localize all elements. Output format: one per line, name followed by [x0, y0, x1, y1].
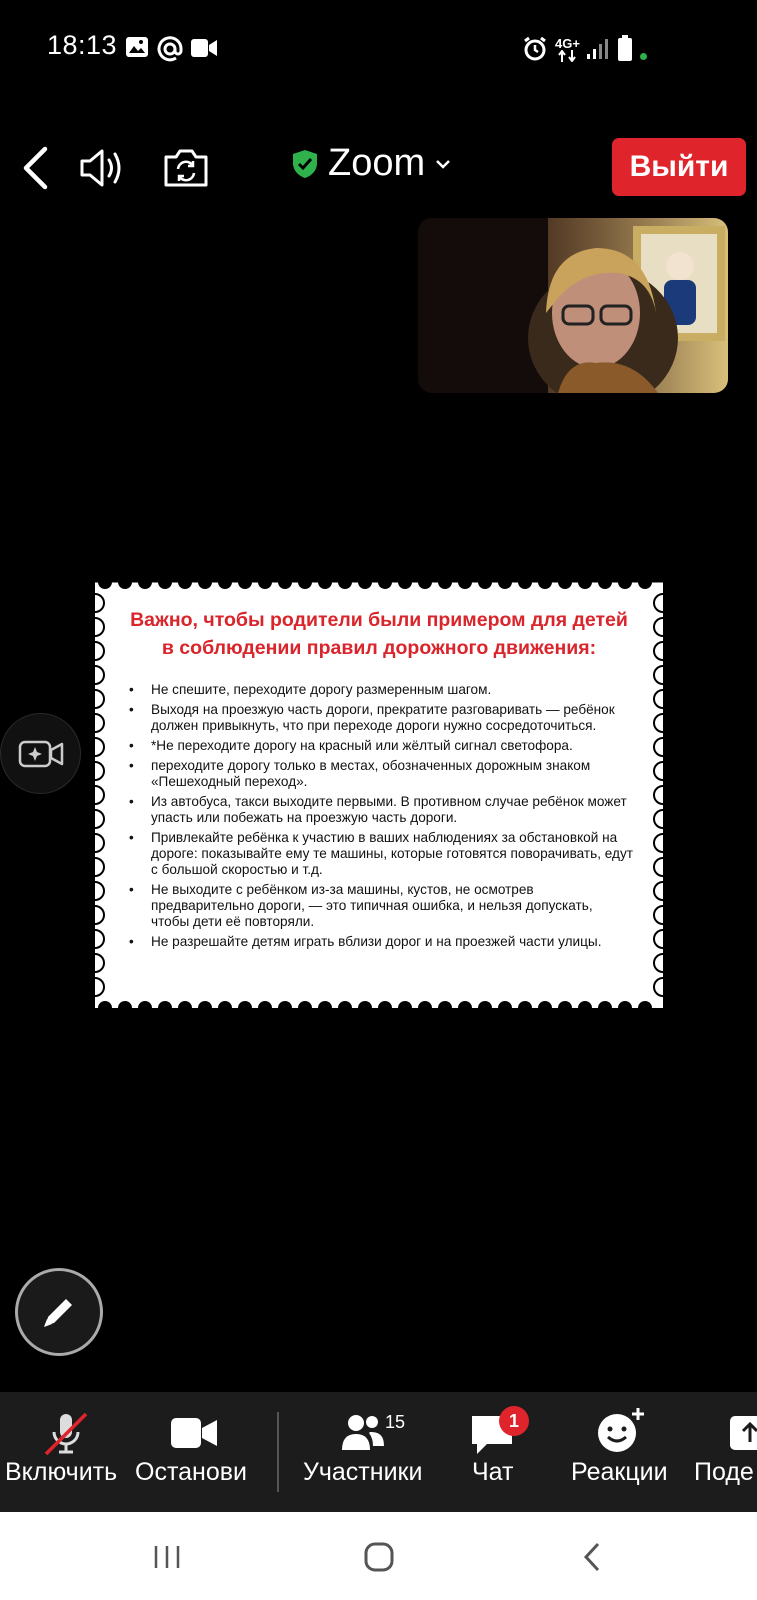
toolbar-divider [277, 1412, 279, 1492]
unmute-button[interactable] [0, 1392, 135, 1512]
alarm-icon [522, 36, 548, 62]
slide-rule-item: • Не разрешайте детям играть вблизи дорог и на проезжей части улицы. [127, 934, 633, 950]
slide-rule-item: • Выходя на проезжую часть дороги, прекратите разговаривать — ребёнок должен привыкнуть, что при переходе дороги нужно сосредоточиться. [127, 702, 633, 734]
slide-rule-item: • переходите дорогу только в местах, обозначенных дорожным знаком «Пешеходный переход». [127, 758, 633, 790]
chevron-left-icon [21, 146, 49, 190]
back-button[interactable] [10, 140, 60, 196]
status-bar [0, 0, 757, 95]
slide-title: Важно, чтобы родители были примером для детей в соблюдении правил дорожного движения: [130, 609, 628, 659]
share-label: Поде [694, 1458, 754, 1486]
chat-unread-badge: 1 [499, 1406, 529, 1436]
data-arrows-icon [557, 50, 579, 62]
participants-label: Участники [303, 1458, 423, 1486]
slide-rule-item: • Не выходите с ребёнком из-за машины, кустов, не осмотрев предварительно дороги, — это типичная ошибка, и нельзя допускать, чтобы дети её повторяли. [127, 882, 633, 930]
recents-icon [152, 1544, 182, 1570]
camera-switch-icon [162, 147, 210, 189]
video-camera-icon [171, 1418, 217, 1448]
speaker-icon [78, 148, 126, 188]
stop-video-label: Останови [135, 1458, 247, 1486]
chat-button[interactable] [455, 1392, 545, 1512]
stop-video-button[interactable] [135, 1392, 275, 1512]
annotate-button[interactable] [15, 1268, 103, 1356]
slide-rule-item: • Не спешите, переходите дорогу размеренным шагом. [127, 682, 633, 698]
slide-rules-list [127, 682, 633, 954]
shield-check-icon [292, 149, 318, 179]
reaction-smiley-icon [597, 1406, 647, 1454]
participants-button[interactable] [290, 1392, 425, 1512]
image-icon [125, 36, 149, 58]
meeting-header [0, 125, 757, 210]
pencil-icon [40, 1293, 78, 1331]
chevron-down-icon [435, 158, 451, 170]
video-status-icon [191, 39, 217, 57]
meeting-title-text: Zoom [328, 142, 426, 184]
signal-icon [586, 38, 608, 60]
speaker-button[interactable] [75, 140, 129, 196]
share-screen-icon [730, 1416, 757, 1452]
slide-border-bottom [95, 990, 663, 1008]
status-time: 18:13 [47, 30, 118, 60]
system-navigation-bar [0, 1512, 757, 1600]
switch-camera-button[interactable] [158, 140, 214, 196]
slide-rule-item: • *Не переходите дорогу на красный или жёлтый сигнал светофора. [127, 738, 633, 754]
slide-border-right [645, 582, 663, 1008]
mic-muted-icon [42, 1410, 90, 1458]
at-icon [157, 36, 183, 62]
slide-rule-item: • Из автобуса, такси выходите первыми. В противном случае ребёнок может упасть или побежать на проезжую часть дороги. [127, 794, 633, 826]
camera-effects-button[interactable] [0, 713, 81, 794]
leave-button[interactable]: Выйти [612, 138, 746, 196]
nav-back-button[interactable] [562, 1532, 622, 1582]
participants-count: 15 [385, 1412, 406, 1432]
network-type: 4G+ [555, 36, 580, 51]
reactions-label: Реакции [571, 1458, 668, 1486]
share-button[interactable] [692, 1392, 757, 1512]
shared-screen-slide [95, 582, 663, 1008]
chat-label: Чат [472, 1458, 514, 1486]
home-icon [363, 1541, 395, 1573]
participant-video-frame [418, 218, 728, 393]
participant-video-thumbnail[interactable] [418, 218, 728, 393]
slide-border-left [95, 582, 113, 1008]
back-arrow-icon [582, 1541, 602, 1573]
unmute-label: Включить [5, 1458, 118, 1486]
reactions-button[interactable] [565, 1392, 680, 1512]
participants-icon [340, 1412, 386, 1452]
meeting-toolbar [0, 1392, 757, 1512]
recents-button[interactable] [137, 1532, 197, 1582]
slide-border-top [95, 582, 663, 600]
meeting-title[interactable] [292, 142, 451, 185]
home-button[interactable] [349, 1532, 409, 1582]
slide-rule-item: • Привлекайте ребёнка к участию в ваших наблюдениях за обстановкой на дороге: показывайте ему те машины, которые готовятся поворачивать, едут с большой скоростью и т.д. [127, 830, 633, 878]
camera-sparkle-icon [18, 739, 64, 769]
battery-icon [618, 35, 632, 61]
recording-dot [640, 53, 647, 60]
